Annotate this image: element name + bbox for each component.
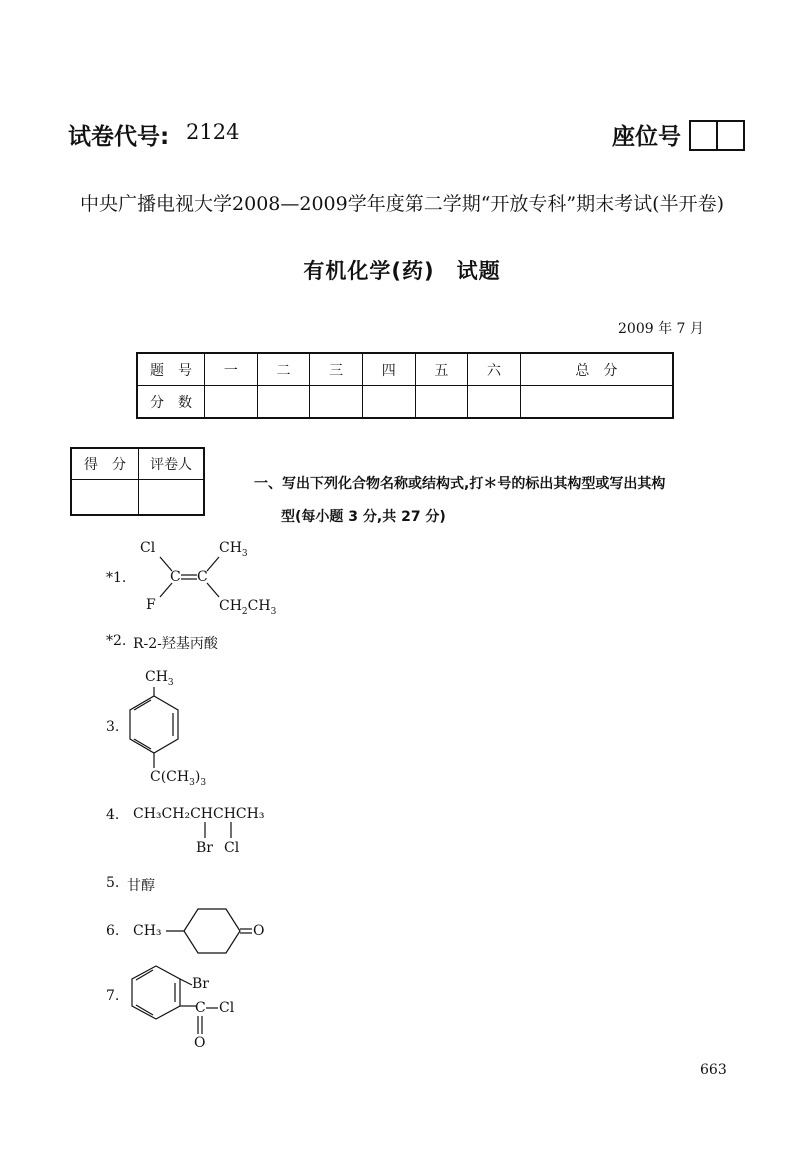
q7-oxygen-label: O (194, 1035, 206, 1051)
q1-carbon-left: C (170, 569, 181, 585)
question-5-number: 5. (106, 875, 120, 891)
section-instruction-line2: 型(每小题 3 分,共 27 分) (281, 509, 446, 525)
score-header-cell: 总 分 (520, 353, 673, 386)
q1-carbon-right: C (197, 569, 208, 585)
q3-methyl-label: $CH_3$ (145, 669, 174, 688)
grader-header-reviewer: 评卷人 (139, 448, 205, 480)
q1-methyl-label: $CH_3$ (219, 540, 248, 559)
q3-benzene-ring (130, 696, 178, 753)
score-header-cell: 六 (468, 353, 521, 386)
q7-bond-br (180, 979, 192, 985)
score-header-cell: 四 (362, 353, 415, 386)
exam-date: 2009 年 7 月 (618, 321, 704, 337)
q4-br-label: Br (196, 840, 213, 856)
score-header-cell: 三 (310, 353, 363, 386)
subject-title: 有机化学(药) 试题 (303, 259, 501, 283)
q6-methyl-label: CH₃ (133, 923, 162, 939)
score-header-cell: 一 (205, 353, 258, 386)
q6-oxygen-label: O (253, 923, 265, 939)
q1-ethyl-label: $CH_2CH_3$ (219, 598, 277, 617)
question-1-number: *1. (106, 570, 127, 586)
question-2-number: *2. (106, 633, 127, 649)
q4-main-chain: CH₃CH₂CHCHCH₃ (133, 806, 265, 822)
q3-tert-butyl-label: $C(CH_3)_3$ (150, 769, 207, 788)
q6-cyclohexane-ring (184, 909, 240, 953)
q4-cl-label: Cl (224, 840, 240, 856)
score-header-cell: 二 (257, 353, 310, 386)
score-row-label: 分 数 (137, 386, 205, 419)
q1-cl-label: Cl (140, 540, 156, 556)
question-6-number: 6. (106, 923, 120, 939)
score-header-cell: 题 号 (137, 353, 205, 386)
page-number: 663 (700, 1062, 727, 1078)
exam-code-value: 2124 (186, 120, 240, 144)
q3-ring-inner-3 (134, 700, 151, 710)
question-3-number: 3. (106, 719, 120, 735)
q3-ring-inner-2 (134, 739, 151, 749)
q1-bond-f (160, 583, 172, 597)
exam-code-label: 试卷代号: (68, 124, 170, 150)
score-header-cell: 五 (415, 353, 468, 386)
seat-number-label: 座位号 (612, 124, 681, 150)
grader-header-score: 得 分 (71, 448, 139, 480)
question-2-text: R-2-羟基丙酸 (133, 636, 218, 652)
q7-cl-label: Cl (219, 1000, 235, 1016)
q1-f-label: F (146, 597, 156, 613)
question-5-text: 甘醇 (127, 878, 155, 894)
q7-carbonyl-carbon: C (195, 1000, 206, 1016)
q7-benzene-ring (132, 966, 180, 1019)
q1-bond-ethyl (207, 583, 219, 597)
question-4-number: 4. (106, 807, 120, 823)
question-7-number: 7. (106, 988, 120, 1004)
q7-br-label: Br (192, 976, 209, 992)
section-instruction-line1: 一、写出下列化合物名称或结构式,打＊号的标出其构型或写出其构 (254, 476, 666, 492)
exam-title: 中央广播电视大学2008—2009学年度第二学期“开放专科”期末考试(半开卷) (80, 193, 724, 215)
q1-bond-ch3 (207, 557, 219, 571)
